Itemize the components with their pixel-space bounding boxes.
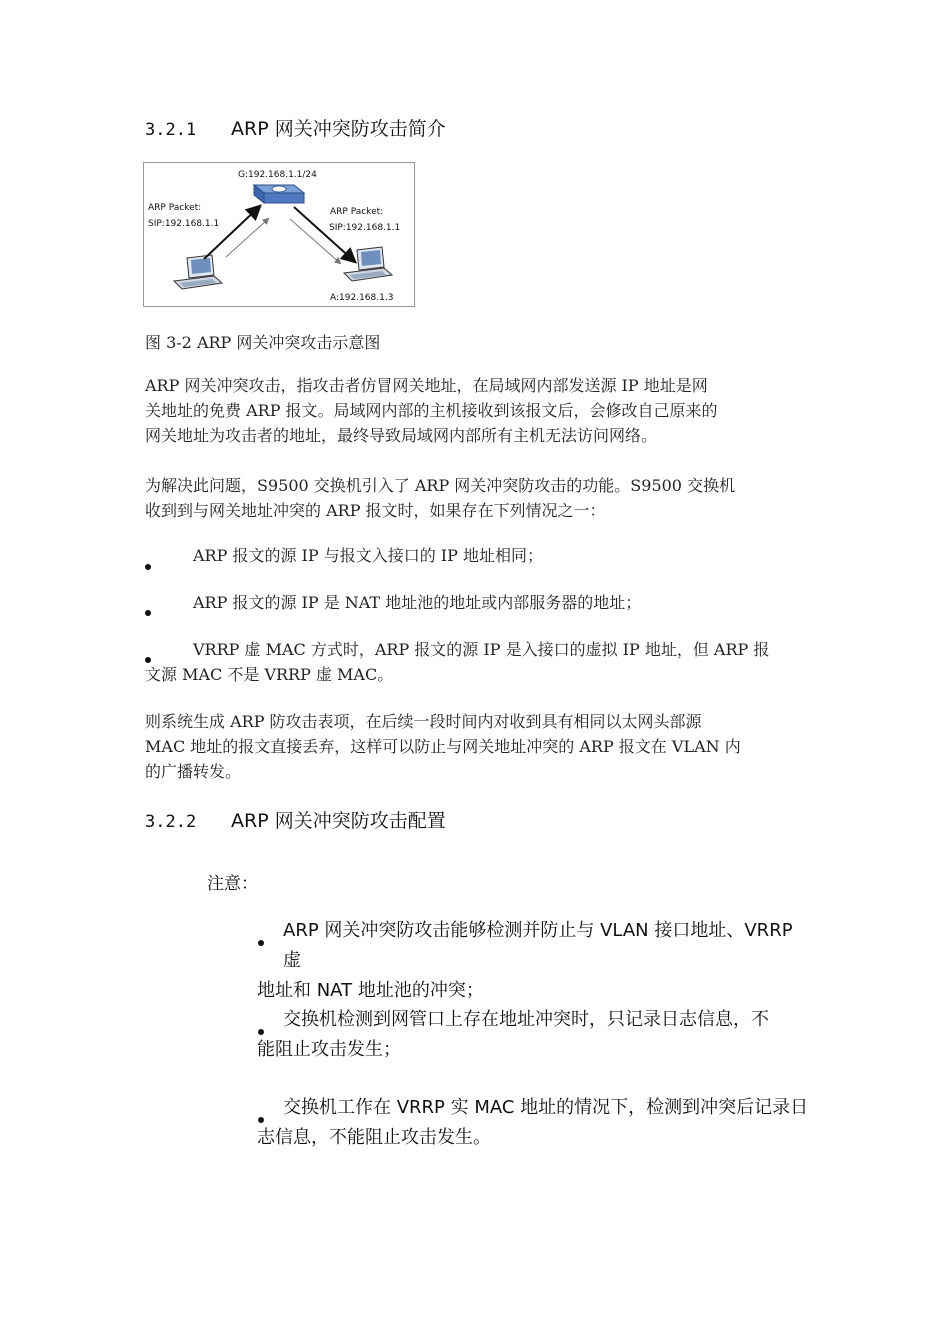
- section-heading-3-2-2: [145, 806, 446, 833]
- bullet-item: ARP 报文的源 IP 是 NAT 地址池的地址或内部服务器的地址；: [193, 593, 642, 612]
- left-sip-label: SIP:192.168.1.1: [148, 219, 220, 229]
- bullet-item-continuation: 文源 MAC 不是 VRRP 虚 MAC。: [145, 665, 394, 684]
- packet-flow-arrow-left: [226, 219, 268, 257]
- attack-link-arrow: [204, 207, 259, 259]
- gateway-label: G:192.168.1.1/24: [238, 170, 317, 180]
- note-item: [257, 1093, 812, 1153]
- bullet-dot: [145, 610, 151, 616]
- note-item-line: ARP 网关冲突防攻击能够检测并防止与 VLAN 接口地址、VRRP 虚: [283, 920, 793, 971]
- host-laptop-icon: [344, 247, 392, 281]
- right-sip-label: SIP:192.168.1.1: [329, 223, 401, 233]
- network-diagram: [143, 162, 415, 307]
- network-diagram-svg: [144, 163, 414, 306]
- host-label: A:192.168.1.3: [330, 293, 394, 303]
- section-number: 3.2.1: [145, 120, 197, 140]
- section-title: ARP 网关冲突防攻击配置: [231, 810, 446, 832]
- paragraph-line: ARP 网关冲突攻击，指攻击者仿冒网关地址，在局域网内部发送源 IP 地址是网: [145, 376, 708, 395]
- bullet-item: ARP 报文的源 IP 与报文入接口的 IP 地址相同；: [193, 546, 543, 565]
- note-item: [257, 1005, 812, 1065]
- note-title: 注意：: [207, 874, 258, 894]
- paragraph-line: 关地址的免费 ARP 报文。局域网内部的主机接收到该报文后，会修改自己原来的: [145, 401, 718, 420]
- section-heading-3-2-1: [145, 114, 446, 141]
- section-title: ARP 网关冲突防攻击简介: [231, 118, 446, 140]
- switch-icon: [254, 185, 304, 203]
- paragraph-line: 则系统生成 ARP 防攻击表项，在后续一段时间内对收到具有相同以太网头部源: [145, 712, 702, 731]
- paragraph-intro: [145, 373, 810, 448]
- paragraph-line: 为解决此问题，S9500 交换机引入了 ARP 网关冲突防攻击的功能。S9500 交换机: [145, 476, 736, 495]
- bullet-dot: [145, 564, 151, 570]
- paragraph-line: 的广播转发。: [145, 762, 242, 781]
- bullet-item: VRRP 虚 MAC 方式时，ARP 报文的源 IP 是入接口的虚拟 IP 地址，但 ARP 报: [193, 640, 770, 659]
- paragraph-result: [145, 709, 810, 784]
- figure-caption: 图 3-2 ARP 网关冲突攻击示意图: [145, 333, 381, 352]
- note-item-line: 能阻止攻击发生；: [257, 1039, 401, 1060]
- paragraph-line: MAC 地址的报文直接丢弃，这样可以防止与网关地址冲突的 ARP 报文在 VLAN 内: [145, 737, 741, 756]
- section-number: 3.2.2: [145, 812, 197, 832]
- paragraph-solution: [145, 473, 810, 523]
- note-item-line: 交换机工作在 VRRP 实 MAC 地址的情况下，检测到冲突后记录日: [283, 1097, 809, 1118]
- paragraph-line: 收到到与网关地址冲突的 ARP 报文时，如果存在下列情况之一：: [145, 501, 606, 520]
- note-item-line: 地址和 NAT 地址池的冲突；: [257, 980, 484, 1001]
- note-item-line: 交换机检测到网管口上存在地址冲突时，只记录日志信息，不: [283, 1009, 769, 1030]
- left-packet-label: ARP Packet:: [148, 203, 202, 213]
- note-item: [257, 916, 812, 1006]
- attacker-laptop-icon: [174, 255, 222, 289]
- paragraph-line: 网关地址为攻击者的地址，最终导致局域网内部所有主机无法访问网络。: [145, 426, 658, 445]
- right-packet-label: ARP Packet:: [330, 207, 384, 217]
- note-item-line: 志信息，不能阻止攻击发生。: [257, 1127, 491, 1148]
